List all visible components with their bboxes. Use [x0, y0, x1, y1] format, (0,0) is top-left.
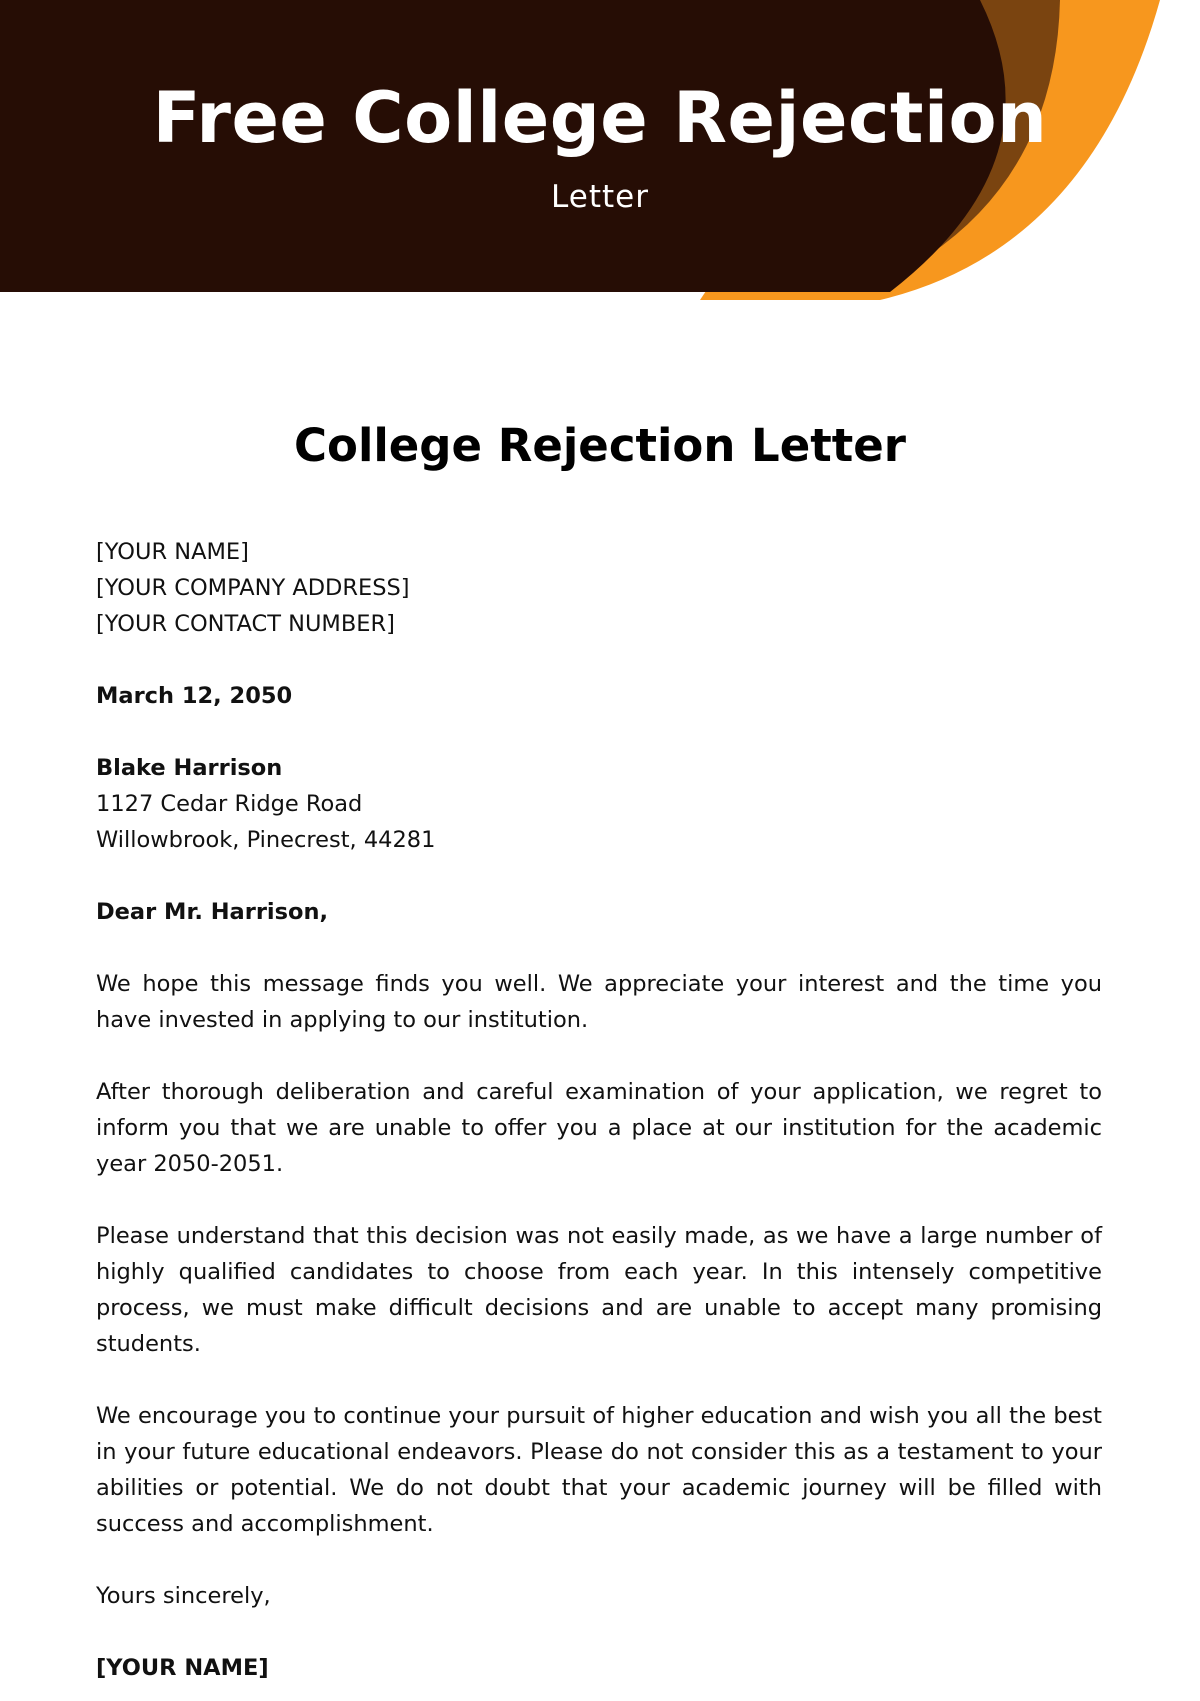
sender-contact: [YOUR CONTACT NUMBER] — [96, 611, 395, 637]
date-block — [96, 678, 1102, 714]
banner-title: Free College Rejection — [152, 77, 1048, 159]
signature-block — [96, 1650, 1102, 1686]
recipient-block — [96, 750, 1102, 858]
closing: Yours sincerely, — [96, 1583, 271, 1609]
letter-date: March 12, 2050 — [96, 683, 293, 709]
signature-name: [YOUR NAME] — [96, 1655, 269, 1681]
closing-block — [96, 1578, 1102, 1614]
header-banner — [0, 0, 1200, 300]
sender-address: [YOUR COMPANY ADDRESS] — [96, 575, 410, 601]
banner-subtitle: Letter — [551, 179, 649, 215]
body-paragraph-2: After thorough deliberation and careful examination of your application, we regret to inform you that we are unable to offer you a place at our institution for the academic year 2050-2051. — [96, 1079, 1102, 1177]
recipient-name: Blake Harrison — [96, 755, 283, 781]
body-paragraph-1: We hope this message finds you well. We appreciate your interest and the time you have invested in applying to our institution. — [96, 971, 1102, 1033]
body-paragraph-3: Please understand that this decision was not easily made, as we have a large number of highly qualified candidates to choose from each year. In this intensely competitive process, we must make difficult decisions and are unable to accept many promising students. — [96, 1223, 1102, 1357]
letter-body — [96, 534, 1102, 1686]
body-paragraph-4: We encourage you to continue your pursuit of higher education and wish you all the best in your future educational endeavors. Please do not consider this as a testament to your abilities or potential. We do not doubt that your academic journey will be filled with success and accomplishment. — [96, 1403, 1102, 1537]
recipient-city: Willowbrook, Pinecrest, 44281 — [96, 827, 436, 853]
sender-name: [YOUR NAME] — [96, 539, 249, 565]
salutation: Dear Mr. Harrison, — [96, 899, 329, 925]
recipient-street: 1127 Cedar Ridge Road — [96, 791, 363, 817]
sender-block — [96, 534, 1102, 642]
salutation-block — [96, 894, 1102, 930]
document-heading: College Rejection Letter — [294, 419, 906, 472]
